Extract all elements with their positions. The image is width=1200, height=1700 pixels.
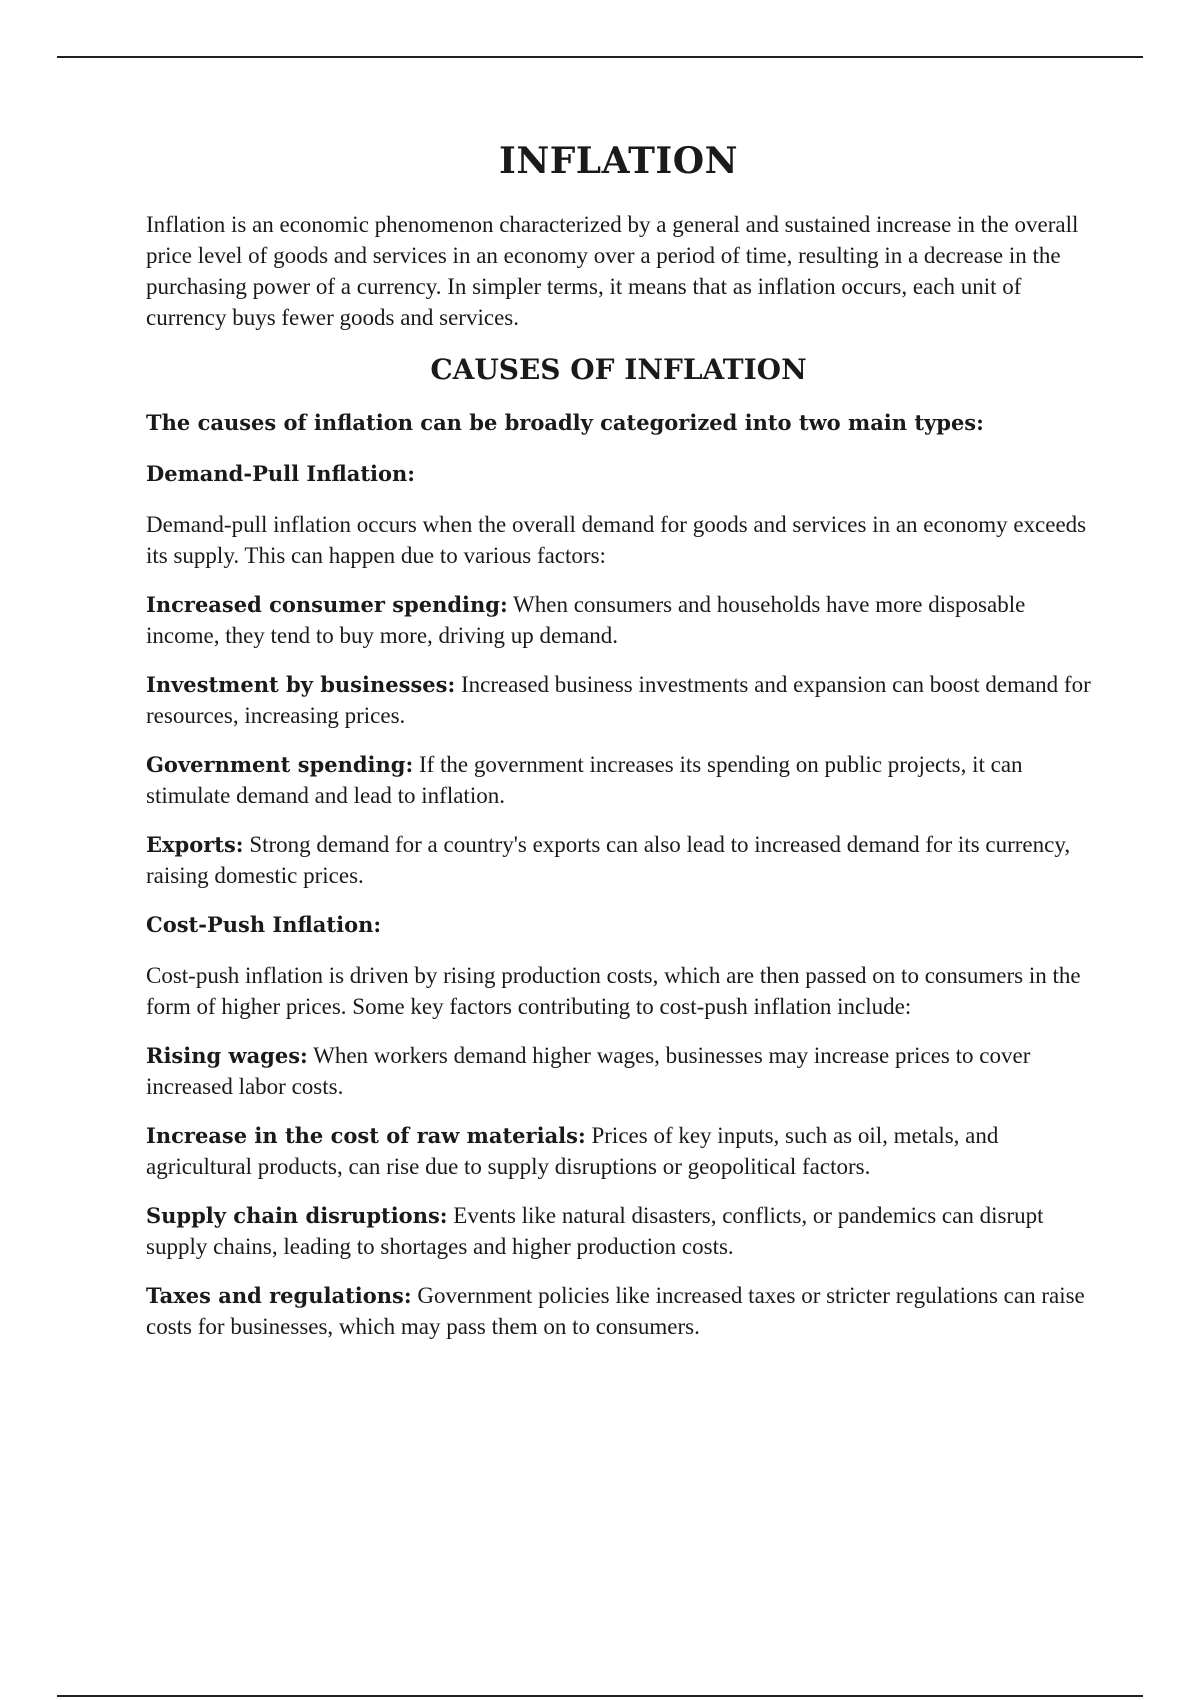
demand-factor-consumer-spending (146, 589, 1091, 651)
page-title: INFLATION (499, 140, 738, 182)
causes-lead: The causes of inflation can be broadly categorized into two main types: (146, 409, 984, 435)
factor-text: Government policies like increased taxes or stricter regulations can raise costs for businesses, which may pass them on to consumers. (146, 1282, 1085, 1339)
factor-term: Increase in the cost of raw materials: (146, 1122, 586, 1148)
factor-text: Increased business investments and expansion can boost demand for resources, increasing prices. (146, 671, 1091, 728)
causes-heading: CAUSES OF INFLATION (430, 353, 807, 387)
demand-pull-heading: Demand-Pull Inflation: (146, 460, 416, 486)
factor-text: If the government increases its spending on public projects, it can stimulate demand and lead to inflation. (146, 751, 1023, 808)
factor-term: Investment by businesses: (146, 671, 456, 697)
factor-text: Prices of key inputs, such as oil, metals, and agricultural products, can rise due to supply disruptions or geopolitical factors. (146, 1122, 999, 1179)
factor-term: Supply chain disruptions: (146, 1202, 448, 1228)
factor-term: Taxes and regulations: (146, 1282, 412, 1308)
cost-factor-raw-materials (146, 1120, 1091, 1182)
demand-factor-government-spending (146, 749, 1091, 811)
factor-term: Increased consumer spending: (146, 591, 508, 617)
demand-factor-business-investment (146, 669, 1091, 731)
demand-factor-exports (146, 829, 1091, 891)
demand-pull-description: Demand-pull inflation occurs when the overall demand for goods and services in an economy exceeds its supply. This can happen due to various factors: (146, 511, 1087, 568)
intro-paragraph: Inflation is an economic phenomenon characterized by a general and sustained increase in the overall price level of goods and services in an economy over a period of time, resulting in a decrease in the purchasing power of a currency. In simpler terms, it means that as inflation occurs, each unit of currency buys fewer goods and services. (146, 212, 1079, 331)
bottom-rule (57, 1695, 1143, 1697)
factor-text: When consumers and households have more disposable income, they tend to buy more, driving up demand. (146, 591, 1026, 648)
factor-text: Strong demand for a country's exports can also lead to increased demand for its currency, raising domestic prices. (146, 831, 1071, 888)
document-body (146, 140, 1091, 1360)
factor-text: Events like natural disasters, conflicts, or pandemics can disrupt supply chains, leading to shortages and higher production costs. (146, 1202, 1044, 1259)
factor-term: Exports: (146, 831, 244, 857)
cost-factor-rising-wages (146, 1040, 1091, 1102)
cost-factor-taxes-regulations (146, 1280, 1091, 1342)
factor-text: When workers demand higher wages, businesses may increase prices to cover increased labor costs. (146, 1042, 1031, 1099)
cost-push-description: Cost-push inflation is driven by rising production costs, which are then passed on to consumers in the form of higher prices. Some key factors contributing to cost-push inflation include: (146, 962, 1081, 1019)
cost-factor-supply-chain (146, 1200, 1091, 1262)
top-rule (57, 56, 1143, 58)
cost-push-heading: Cost-Push Inflation: (146, 911, 382, 937)
factor-term: Rising wages: (146, 1042, 308, 1068)
factor-term: Government spending: (146, 751, 414, 777)
